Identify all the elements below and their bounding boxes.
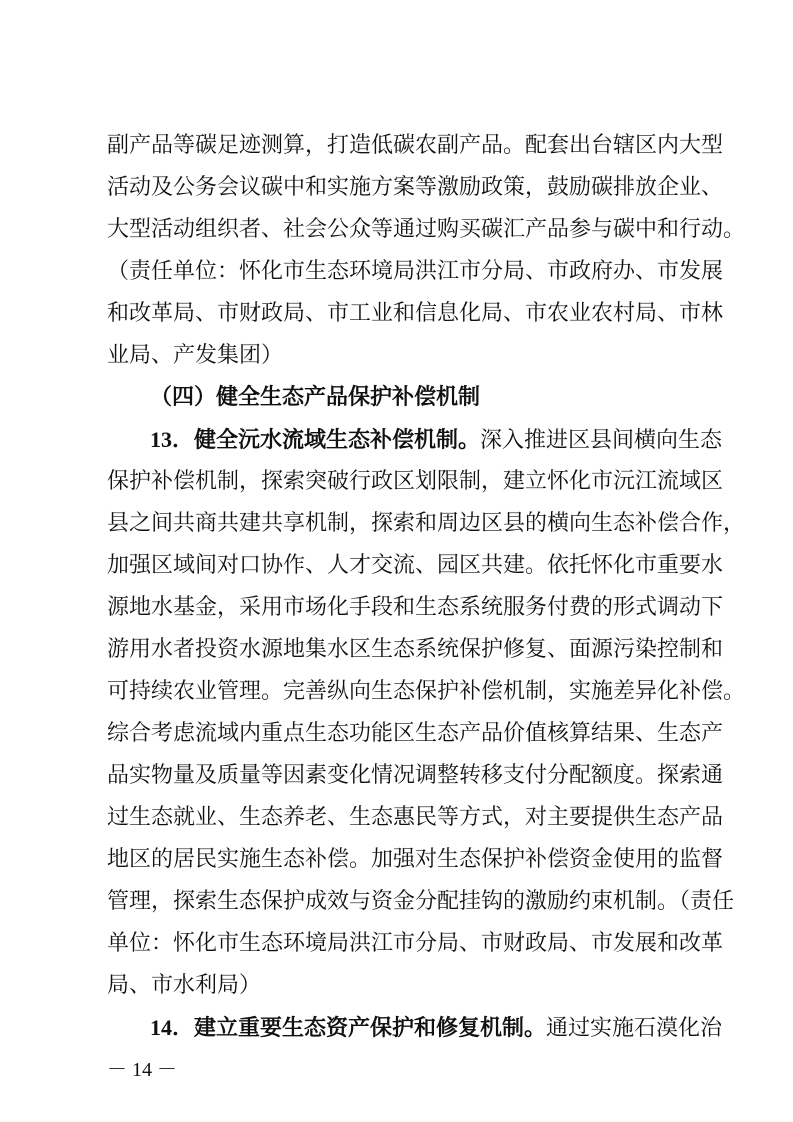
paragraph-line: 综合考虑流域内重点生态功能区生态产品价值核算结果、生态产	[107, 721, 724, 746]
paragraph-line: 单位：怀化市生态环境局洪江市分局、市财政局、市发展和改革	[107, 931, 724, 956]
item-14-number: 14．	[150, 1015, 195, 1040]
paragraph-line: 过生态就业、生态养老、生态惠民等方式，对主要提供生态产品	[107, 805, 724, 830]
item-13-text: 深入推进区县间横向生态	[480, 428, 723, 453]
paragraph-line: 源地水基金，采用市场化手段和生态系统服务付费的形式调动下	[107, 595, 724, 620]
paragraph-line: 管理，探索生态保护成效与资金分配挂钩的激励约束机制。（责任	[107, 889, 735, 914]
page-number: － 14 －	[107, 1059, 177, 1081]
paragraph-line: 局、市水利局）	[107, 973, 262, 998]
paragraph-line: 大型活动组织者、社会公众等通过购买碳汇产品参与碳中和行动。	[107, 217, 746, 242]
item-13-title: 健全沅水流域生态补偿机制。	[194, 428, 481, 453]
paragraph-line: 加强区域间对口协作、人才交流、园区共建。依托怀化市重要水	[107, 553, 724, 578]
paragraph-line: 县之间共商共建共享机制，探索和周边区县的横向生态补偿合作，	[107, 511, 746, 536]
paragraph-line: 和改革局、市财政局、市工业和信息化局、市农业农村局、市林	[107, 301, 724, 326]
paragraph-line: 业局、产发集团）	[107, 343, 284, 368]
item-13-number: 13．	[150, 427, 195, 452]
paragraph-line: 保护补偿机制，探索突破行政区划限制，建立怀化市沅江流域区	[107, 469, 724, 494]
paragraph-line: 副产品等碳足迹测算，打造低碳农副产品。配套出台辖区内大型	[107, 133, 724, 158]
paragraph-line: 活动及公务会议碳中和实施方案等激励政策，鼓励碳排放企业、	[107, 175, 724, 200]
section-heading: （四）健全生态产品保护补偿机制	[150, 385, 481, 410]
paragraph-line: 可持续农业管理。完善纵向生态保护补偿机制，实施差异化补偿。	[107, 679, 746, 704]
item-14-title: 建立重要生态资产保护和修复机制。	[194, 1016, 547, 1041]
item-14-first-line	[150, 1008, 723, 1048]
paragraph-line: （责任单位：怀化市生态环境局洪江市分局、市政府办、市发展	[107, 259, 724, 284]
item-13-first-line	[150, 420, 723, 460]
item-14-text: 通过实施石漠化治	[546, 1016, 723, 1041]
paragraph-line: 游用水者投资水源地集水区生态系统保护修复、面源污染控制和	[107, 637, 724, 662]
paragraph-line: 地区的居民实施生态补偿。加强对生态保护补偿资金使用的监督	[107, 847, 724, 872]
paragraph-line: 品实物量及质量等因素变化情况调整转移支付分配额度。探索通	[107, 763, 724, 788]
